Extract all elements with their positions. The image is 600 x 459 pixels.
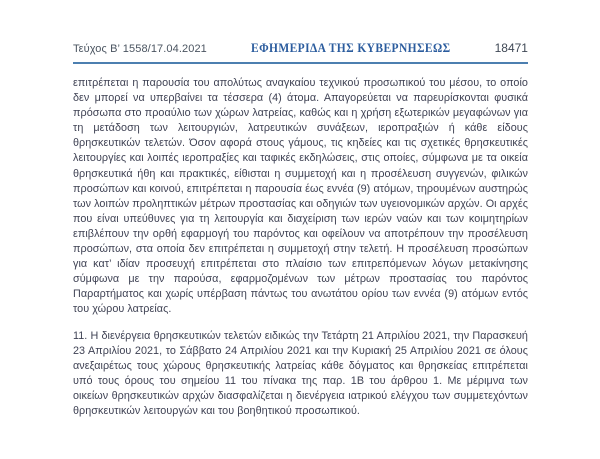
gazette-masthead-title: ΕΦΗΜΕΡΙΔΑ ΤΗΣ ΚΥΒΕΡΝΗΣΕΩΣ: [251, 42, 451, 56]
page-number: 18471: [494, 41, 528, 55]
issue-label: Τεύχος Β’ 1558/17.04.2021: [73, 43, 207, 55]
gazette-header: [73, 41, 528, 64]
body-paragraph-2: 11. Η διενέργεια θρησκευτικών τελετών ειδικώς την Τετάρτη 21 Απριλίου 2021, την Παρασκευή 23 Απριλίου 2021, το Σάββατο 24 Απριλίου 2021 και την Κυριακή 25 Απριλίου 2021 σε όλους ανεξαιρέτως τους χώρους θρησκευτικής λατρείας κάθε δόγματος και θρησκείας επιτρέπεται υπό τους όρους του σημείου 11 του πίνακα της παρ. 1Β του άρθρου 1. Με μέριμνα των οικείων θρησκευτικών αρχών διασφαλίζεται η διενέργεια ιατρικού ελέγχου των συμμετεχόντων θρησκευτικών λειτουργών και του βοηθητικού προσωπικού.: [73, 329, 528, 417]
document-body: [73, 76, 528, 430]
body-paragraph-1: επιτρέπεται η παρουσία του απολύτως αναγκαίου τεχνικού προσωπικού του μέσου, το οποίο δεν μπορεί να υπερβαίνει τα τέσσερα (4) άτομα. Απαγορεύεται να παρευρίσκονται φυσικά πρόσωπα στο προαύλιο των χώρων λατρείας, καθώς και η χρήση εξωτερικών μεγαφώνων για τη μετάδοση των λειτουργιών, λατρευτικών συνάξεων, ιεροπραξιών ή κάθε είδους θρησκευτικών τελετών. Όσον αφορά στους γάμους, τις κηδείες και τις σχετικές θρησκευτικές λειτουργίες και λοιπές ιεροπραξίες και ταφικές εκδηλώσεις, στις οποίες, σύμφωνα με τα οικεία θρησκευτικά ήθη και πρακτικές, είθισται η συμμετοχή και η προσέλευση συγγενών, φιλικών προσώπων και κοινού, επιτρέπεται η παρουσία έως εννέα (9) ατόμων, τηρουμένων αυστηρώς των λοιπών προληπτικών μέτρων προστασίας και οδηγιών των υγειονομικών αρχών. Οι αρχές που είναι υπεύθυνες για τη λειτουργία και διαχείριση των ιερών ναών και των κοιμητηρίων επιβλέπουν την ορθή εφαρμογή του παρόντος και οφείλουν να αποτρέπουν την προσέλευση προσώπων, στα οποία δεν επιτρέπεται η συμμετοχή στην τελετή. Η προσέλευση προσώπων για κατ’ ιδίαν προσευχή επιτρέπεται στο πλαίσιο των επιτρεπόμενων λόγων μετακίνησης σύμφωνα με την παρούσα, εφαρμοζομένων των μέτρων προστασίας του παρόντος Παραρτήματος και χωρίς υπέρβαση πάντως του ανωτάτου ορίου των εννέα (9) ατόμων εντός του χώρου λατρείας.: [73, 77, 528, 316]
